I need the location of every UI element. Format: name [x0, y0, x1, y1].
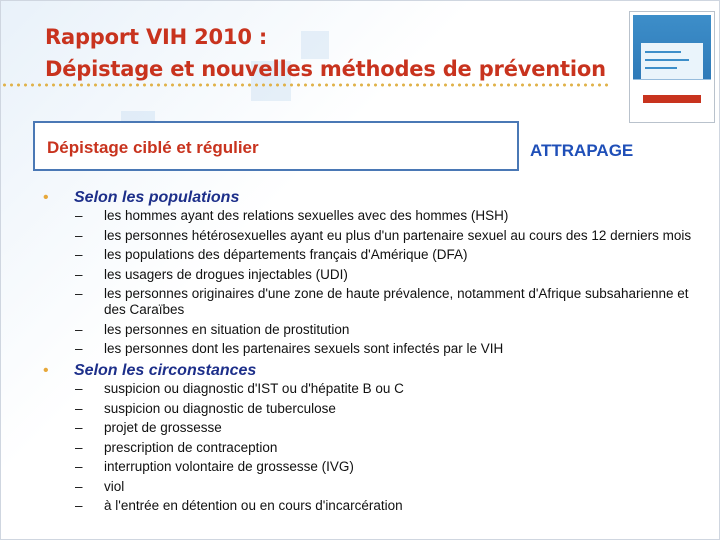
- list-item-text: prescription de contraception: [104, 439, 278, 455]
- list-item-text: suspicion ou diagnostic de tuberculose: [104, 400, 336, 416]
- dash-icon: –: [75, 400, 83, 416]
- dash-icon: –: [75, 227, 83, 243]
- item-list: [75, 381, 693, 514]
- list-item-text: les personnes hétérosexuelles ayant eu plus d'un partenaire sexuel au cours des 12 derniers mois: [104, 227, 692, 243]
- item-list: [75, 208, 693, 357]
- list-item: [75, 322, 693, 338]
- list-item-text: viol: [104, 478, 125, 494]
- list-item: [75, 479, 693, 495]
- list-item: [75, 459, 693, 475]
- dash-icon: –: [75, 341, 83, 356]
- dash-icon: –: [75, 286, 83, 301]
- list-item-text: les personnes dont les partenaires sexuels sont infectés par le VIH: [104, 341, 504, 356]
- list-item: [75, 498, 693, 514]
- list-item: [75, 228, 693, 244]
- dash-icon: –: [75, 459, 83, 474]
- section-1: [43, 188, 693, 357]
- list-item: [75, 267, 693, 283]
- list-item-text: interruption volontaire de grossesse (IVG): [104, 459, 354, 474]
- dash-icon: –: [75, 266, 83, 282]
- list-item: [75, 420, 693, 436]
- tag-label: ATTRAPAGE: [530, 141, 634, 160]
- list-item: [75, 381, 693, 397]
- list-item-text: les personnes en situation de prostitution: [104, 321, 350, 337]
- dash-icon: –: [75, 478, 83, 494]
- section-heading: Selon les circonstances: [74, 362, 257, 379]
- list-item: [75, 247, 693, 263]
- slide-title: [45, 21, 625, 85]
- dash-icon: –: [75, 381, 83, 396]
- list-item: [75, 440, 693, 456]
- section-2: [43, 361, 693, 514]
- subtitle-box: [33, 121, 519, 171]
- list-item-text: suspicion ou diagnostic d'IST ou d'hépatite B ou C: [104, 381, 404, 396]
- list-item-text: les personnes originaires d'une zone de haute prévalence, notamment d'Afrique subsaharienne et des Caraïbes: [104, 286, 689, 317]
- slide-title-line-2: Dépistage et nouvelles méthodes de prévention: [45, 57, 606, 81]
- dash-icon: –: [75, 420, 83, 435]
- dotted-divider: [1, 83, 611, 87]
- report-cover-image: [633, 15, 711, 119]
- list-item-text: les hommes ayant des relations sexuelles avec des hommes (HSH): [104, 208, 509, 223]
- report-cover-thumbnail: [629, 11, 715, 123]
- dash-icon: –: [75, 439, 83, 455]
- dash-icon: –: [75, 321, 83, 337]
- bullet-icon: •: [43, 362, 49, 379]
- list-item-text: les populations des départements français d'Amérique (DFA): [104, 247, 468, 262]
- dash-icon: –: [75, 208, 83, 223]
- list-item: [75, 286, 693, 318]
- dash-icon: –: [75, 247, 83, 262]
- section-heading: Selon les populations: [74, 189, 240, 206]
- slide-title-line-1: Rapport VIH 2010 :: [45, 25, 268, 49]
- list-item-text: à l'entrée en détention ou en cours d'incarcération: [104, 498, 403, 513]
- list-item: [75, 341, 693, 357]
- list-item: [75, 208, 693, 224]
- list-item-text: projet de grossesse: [104, 420, 222, 435]
- subtitle: Dépistage ciblé et régulier: [47, 138, 259, 157]
- list-item: [75, 401, 693, 417]
- dash-icon: –: [75, 498, 83, 513]
- bullet-icon: •: [43, 189, 49, 206]
- content-list: [43, 188, 693, 518]
- list-item-text: les usagers de drogues injectables (UDI): [104, 266, 348, 282]
